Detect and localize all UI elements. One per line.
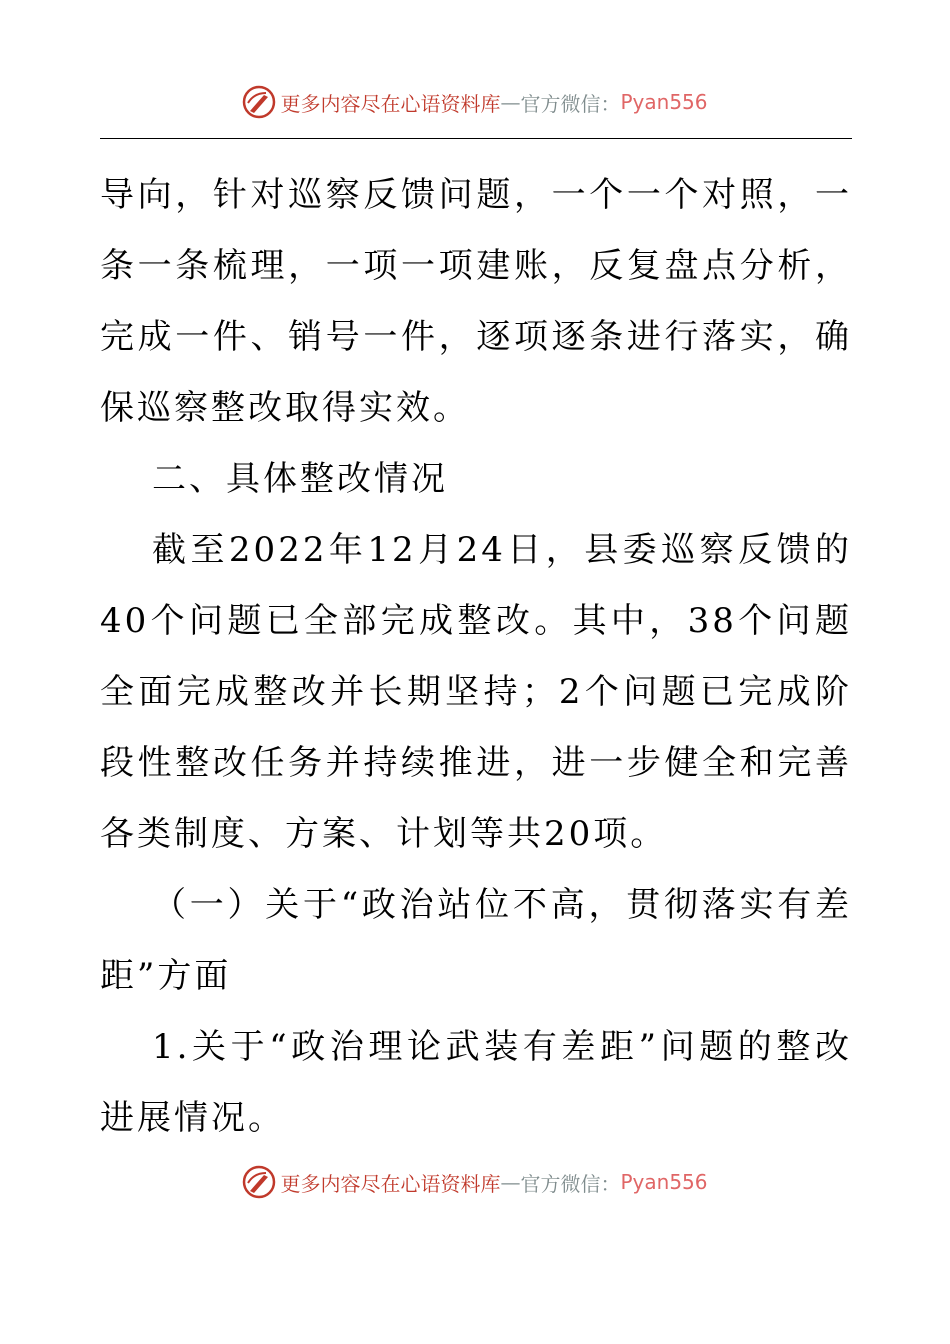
brand-text: 更多内容尽在心语资料库 [280,1171,501,1196]
document-body [100,160,852,1154]
wechat-label: 官方微信： [520,1171,621,1196]
header-watermark [0,82,950,122]
item-1: 1.关于“政治理论武装有差距”问题的整改进展情况。 [100,1027,852,1138]
subsection-heading-1: （一）关于“政治站位不高，贯彻落实有差距”方面 [100,885,852,996]
paragraph-2: 截至2022年12月24日，县委巡察反馈的40个问题已全部完成整改。其中，38个问题全面完成整改并长期坚持；2个问题已完成阶段性整改任务并持续推进，进一步健全和完善各类制度、方案、计划等共20项。 [100,530,852,854]
brand-text: 更多内容尽在心语资料库 [280,91,501,116]
footer-watermark [0,1162,950,1202]
pen-logo-icon [242,85,276,119]
header-divider [100,138,852,139]
wechat-id: Pyan556 [620,1170,708,1194]
dash: — [500,90,521,114]
dash: — [500,1170,521,1194]
wechat-label: 官方微信： [520,91,621,116]
pen-logo-icon [242,1165,276,1199]
paragraph-1: 导向，针对巡察反馈问题，一个一个对照，一条一条梳理，一项一项建账，反复盘点分析，完成一件、销号一件，逐项逐条进行落实，确保巡察整改取得实效。 [100,175,852,428]
wechat-id: Pyan556 [620,90,708,114]
section-heading-2: 二、具体整改情况 [152,459,448,499]
